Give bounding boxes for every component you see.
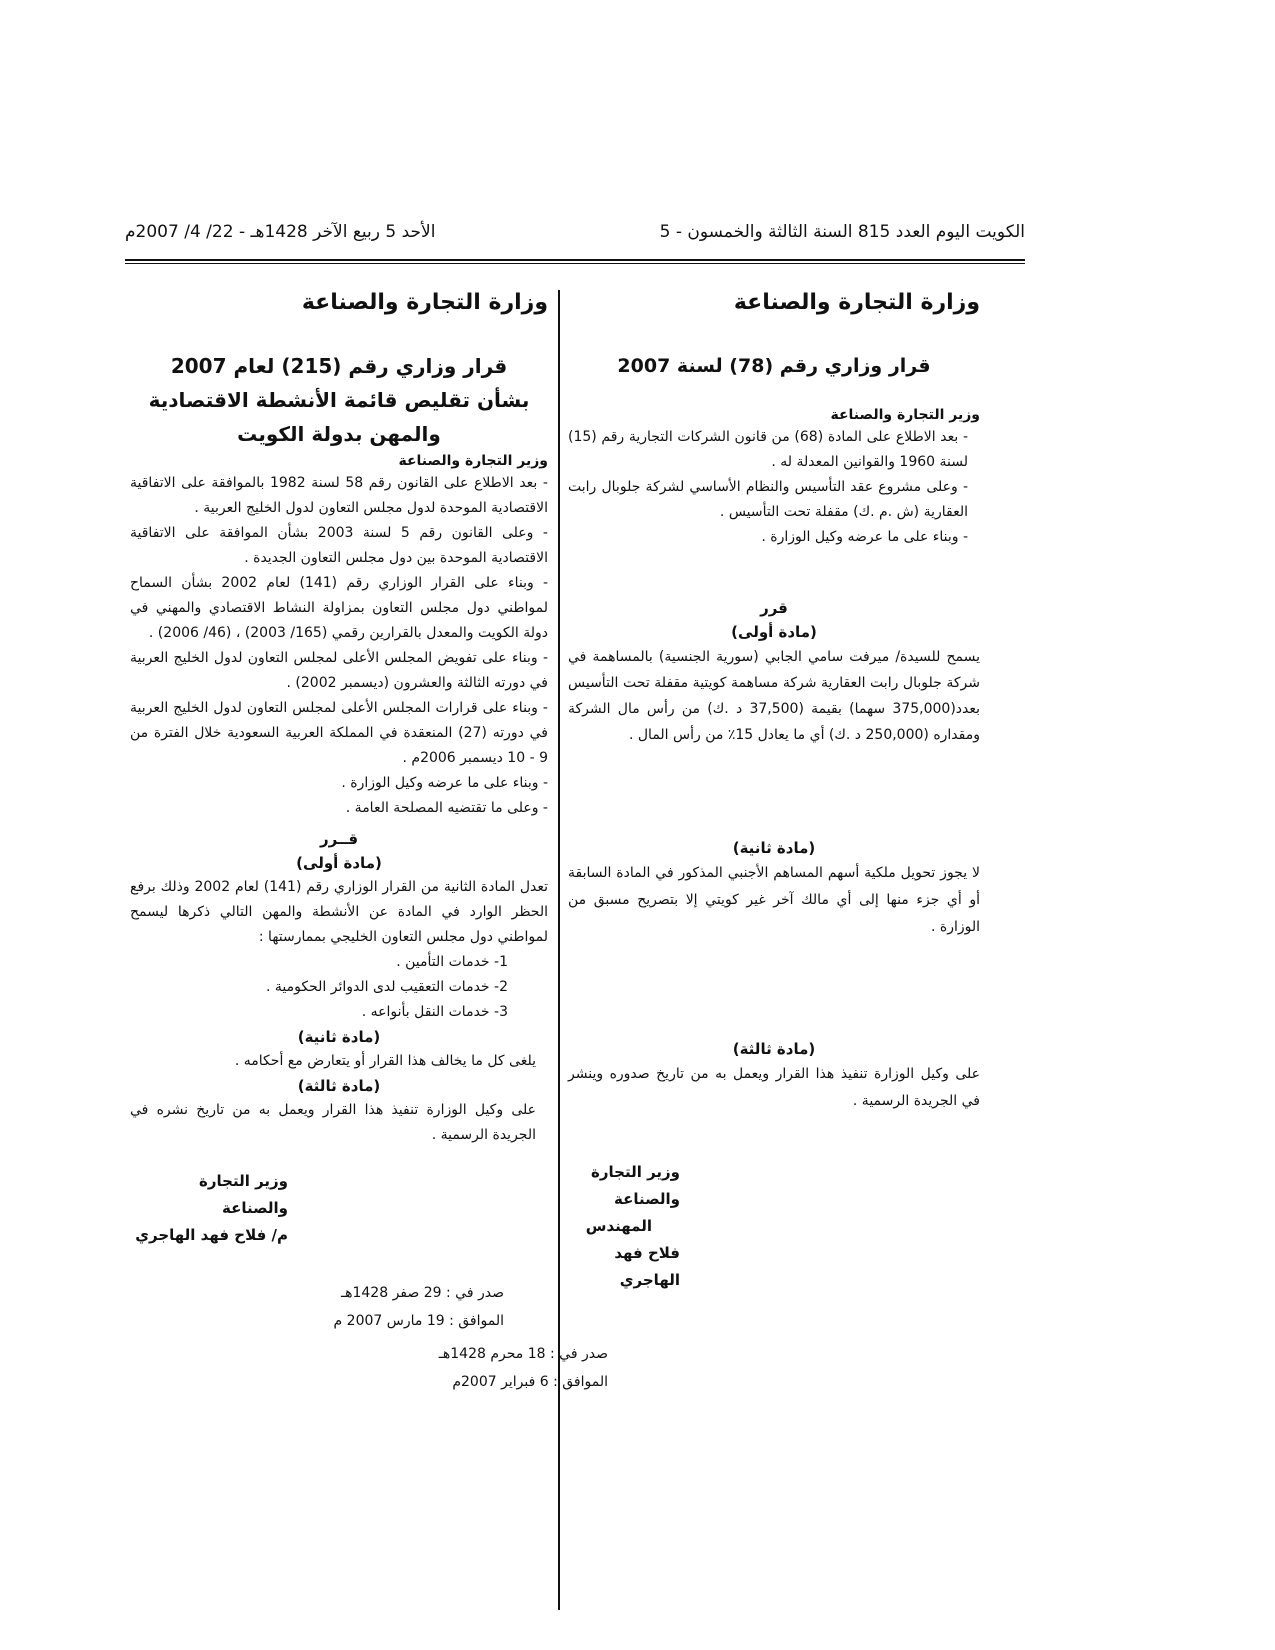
preamble-item: - وبناء على القرار الوزاري رقم (141) لعام 2002 بشأن السماح لمواطني دول مجلس التعاون بمزاولة النشاط الاقتصادي والمهني في دولة الكويت والمعدل بالقرارين رقمي (165/ 2003) ، (46/ 2006) . xyxy=(130,575,549,641)
preamble-item: - بعد الاطلاع على المادة (68) من قانون الشركات التجارية رقم (15) لسنة 1960 والقوانين المعدلة له . xyxy=(568,429,969,470)
ministry-heading: وزارة التجارة والصناعة xyxy=(733,290,980,315)
decided-heading: قــرر xyxy=(319,830,359,848)
signature-title: وزير التجارة والصناعة xyxy=(199,1172,288,1217)
signature-rank: المهندس xyxy=(585,1217,652,1235)
corresponding-date: الموافق : 19 مارس 2007 م xyxy=(333,1313,504,1329)
minister-line: وزير التجارة والصناعة xyxy=(830,407,980,423)
article-heading: (مادة ثالثة) xyxy=(732,1040,816,1058)
signature-name: م/ فلاح فهد الهاجري xyxy=(135,1226,288,1244)
header-rule xyxy=(125,259,1025,264)
article-heading: (مادة ثانية) xyxy=(732,839,816,857)
corresponding-date: الموافق : 6 فبراير 2007م xyxy=(452,1374,608,1390)
list-item: 3- خدمات النقل بأنواعه . xyxy=(361,1004,508,1020)
ministry-heading: وزارة التجارة والصناعة xyxy=(301,290,548,315)
article-heading: (مادة ثانية) xyxy=(297,1028,381,1046)
article-text: تعدل المادة الثانية من القرار الوزاري رقم (141) لعام 2002 وذلك برفع الحظر الوارد في المادة عن الأنشطة والمهن التالي ذكرها ليسمح لمواطني دول مجلس التعاون الخليجي بممارستها : xyxy=(130,879,548,945)
article-text: يلغى كل ما يخالف هذا القرار أو يتعارض مع أحكامه . xyxy=(234,1053,536,1069)
signature-block xyxy=(568,1159,980,1294)
issued-date: صدر في : 29 صفر 1428هـ xyxy=(341,1285,504,1301)
decided-heading: قرر xyxy=(760,599,788,617)
preamble-item: - وبناء على قرارات المجلس الأعلى لمجلس التعاون لدول الخليج العربية في دورته (27) المنعقدة في المملكة العربية السعودية خلال الفترة من 9 - 10 ديسمبر 2006م . xyxy=(130,700,548,766)
article-text: يسمح للسيدة/ ميرفت سامي الجابي (سورية الجنسية) بالمساهمة في شركة جلوبال رابت العقارية شركة مساهمة كويتية مقفلة تحت التأسيس بعدد(375,000 سهما) بقيمة (37,500 د .ك) من رأس مال الشركة ومقداره (250,000 د .ك) أي ما يعادل 15٪ من رأس المال . xyxy=(568,649,981,743)
list-item: 2- خدمات التعقيب لدى الدوائر الحكومية . xyxy=(266,979,508,995)
preamble-item: - وبناء على ما عرضه وكيل الوزارة . xyxy=(341,775,548,791)
gazette-date: الأحد 5 ربيع الآخر 1428هـ - 22/ 4/ 2007م xyxy=(125,222,436,242)
gazette-issue-info: الكويت اليوم العدد 815 السنة الثالثة والخمسون - 5 xyxy=(659,222,1025,242)
article-heading: (مادة أولى) xyxy=(296,854,382,872)
article-text: على وكيل الوزارة تنفيذ هذا القرار ويعمل به من تاريخ نشره في الجريدة الرسمية . xyxy=(130,1102,536,1143)
column-divider xyxy=(558,290,560,1610)
preamble-item: - وعلى القانون رقم 5 لسنة 2003 بشأن الموافقة على الاتفاقية الاقتصادية الموحدة بين دول مجلس التعاون الجديدة . xyxy=(130,525,548,566)
decree-title-line: والمهن بدولة الكويت xyxy=(237,422,441,446)
preamble-item: - بعد الاطلاع على القانون رقم 58 لسنة 1982 بالموافقة على الاتفاقية الاقتصادية الموحدة لدول مجلس التعاون لدول الخليج العربية . xyxy=(130,475,548,516)
article-heading: (مادة أولى) xyxy=(731,623,817,641)
decree-title-line: قرار وزاري رقم (215) لعام 2007 xyxy=(170,354,508,378)
preamble-item: - وبناء على تفويض المجلس الأعلى لمجلس التعاون لدول الخليج العربية في دورته الثالثة والعشرون (ديسمبر 2002) . xyxy=(130,650,548,691)
decree-title: قرار وزاري رقم (78) لسنة 2007 xyxy=(617,355,931,377)
page-header xyxy=(125,222,1025,258)
list-item: 1- خدمات التأمين . xyxy=(396,954,508,970)
decree-215-column xyxy=(130,290,548,1335)
minister-line: وزير التجارة والصناعة xyxy=(398,453,548,469)
signature-block xyxy=(130,1168,548,1249)
preamble-item: - وبناء على ما عرضه وكيل الوزارة . xyxy=(761,529,968,545)
signature-title: وزير التجارة والصناعة xyxy=(591,1163,680,1208)
issued-date: صدر في : 18 محرم 1428هـ xyxy=(438,1346,608,1362)
preamble-item: - وعلى ما تقتضيه المصلحة العامة . xyxy=(345,800,548,816)
article-text: على وكيل الوزارة تنفيذ هذا القرار ويعمل به من تاريخ صدوره وينشر في الجريدة الرسمية . xyxy=(568,1066,980,1109)
decree-title-line: بشأن تقليص قائمة الأنشطة الاقتصادية xyxy=(148,388,530,412)
signature-name: فلاح فهد الهاجري xyxy=(614,1244,680,1289)
preamble-item: - وعلى مشروع عقد التأسيس والنظام الأساسي لشركة جلوبال رابت العقارية (ش .م .ك) مقفلة تحت التأسيس . xyxy=(568,479,968,520)
article-text: لا يجوز تحويل ملكية أسهم المساهم الأجنبي المذكور في المادة السابقة أو أي جزء منها إلى أي مالك آخر غير كويتي إلا بتصريح مسبق من الوزارة . xyxy=(568,865,980,935)
article-heading: (مادة ثالثة) xyxy=(297,1077,381,1095)
